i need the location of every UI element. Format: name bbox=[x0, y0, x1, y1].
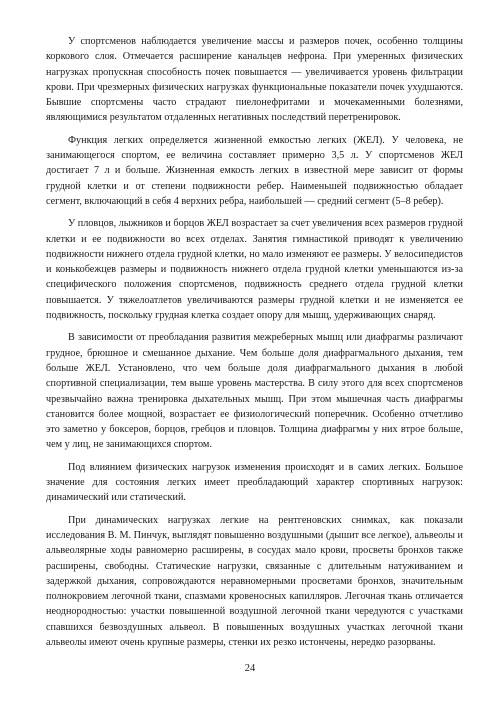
paragraph-vital-capacity: Функция легких определяется жизненной емкостью легких (ЖЕЛ). У человека, не занимающегося спортом, ее величина составляет примерно 3,5 л. У спортсменов ЖЕЛ достигает 7 л и больше. Жизненная емкость легких в известной мере зависит от формы грудной клетки и от степени подвижности ребер. Наименьшей подвижностью обладает сегмент, включающий в себя 4 верхних ребра, наибольшей — средний сегмент (5–8 ребер). bbox=[46, 134, 463, 207]
paragraph-lung-changes: Под влиянием физических нагрузок изменения происходят и в самих легких. Большое значение для состояния легких имеет преобладающий характер спортивных нагрузок: динамический или статический. bbox=[46, 461, 463, 504]
paragraph-dynamic-static-loads: При динамических нагрузках легкие на рентгеновских снимках, как показали исследования В. М. Пинчук, выглядят повышенно воздушными (дышит все легкое), альвеолы и альвеолярные ходы равномерно расширены, в сосудах мало крови, просветы бронхов также расширены, свободны. Статические нагрузки, связанные с длительным натуживанием и задержкой дыхания, сопровождаются неравномерными просветами бронхов, значительным полнокровием легочной ткани, спазмами кровеносных капилляров. Легочная ткань отличается неоднородностью: участки повышенной воздушной легочной ткани чередуются с участками спавшихся безвоздушных альвеол. В повышенных воздушных участках легочной ткани альвеолы имеют очень крупные размеры, стенки их резко истончены, нередко разорваны. bbox=[46, 514, 463, 648]
paragraph-kidneys: У спортсменов наблюдается увеличение массы и размеров почек, особенно толщины коркового слоя. Отмечается расширение канальцев нефрона. При умеренных физических нагрузках пропускная способность почек повышается — увеличивается уровень фильтрации крови. При чрезмерных физических нагрузках функциональные показатели почек ухудшаются. Бывшие спортсмены часто страдают пиелонефритами и мочекаменными болезнями, являющимися результатом отдаленных негативных последствий перетренировок. bbox=[46, 36, 463, 124]
page-number: 24 bbox=[244, 663, 256, 674]
paragraph-breathing-types: В зависимости от преобладания развития межреберных мышц или диафрагмы различают грудное, брюшное и смешанное дыхание. Чем больше доля диафрагмального дыхания, тем больше ЖЕЛ. Установлено, что чем больше доля диафрагмального дыхания в любой спортивной специализации, тем выше уровень мастерства. В силу этого для всех спортсменов чрезвычайно важна тренировка дыхательных мышц. При этом мышечная часть диафрагмы становится более мощной, возрастает ее физиологический поперечник. Особенно отчетливо это заметно у боксеров, борцов, гребцов и пловцов. Толщина диафрагмы у них втрое больше, чем у лиц, не занимающихся спортом. bbox=[46, 332, 463, 451]
paragraph-chest-mobility: У пловцов, лыжников и борцов ЖЕЛ возрастает за счет увеличения всех размеров грудной клетки и ее подвижности во всех отделах. Занятия гимнастикой приводят к увеличению подвижности нижнего отдела грудной клетки, но мало изменяют ее размеры. У велосипедистов и конькобежцев размеры и подвижность нижнего отдела грудной клетки уменьшаются из-за специфического положения спортсменов, подвижность среднего отдела грудной клетки повышается. У тяжелоатлетов увеличиваются размеры грудной клетки и не изменяется ее подвижность, поскольку грудная клетка создает опору для мышц, удерживающих снаряд. bbox=[46, 218, 463, 322]
